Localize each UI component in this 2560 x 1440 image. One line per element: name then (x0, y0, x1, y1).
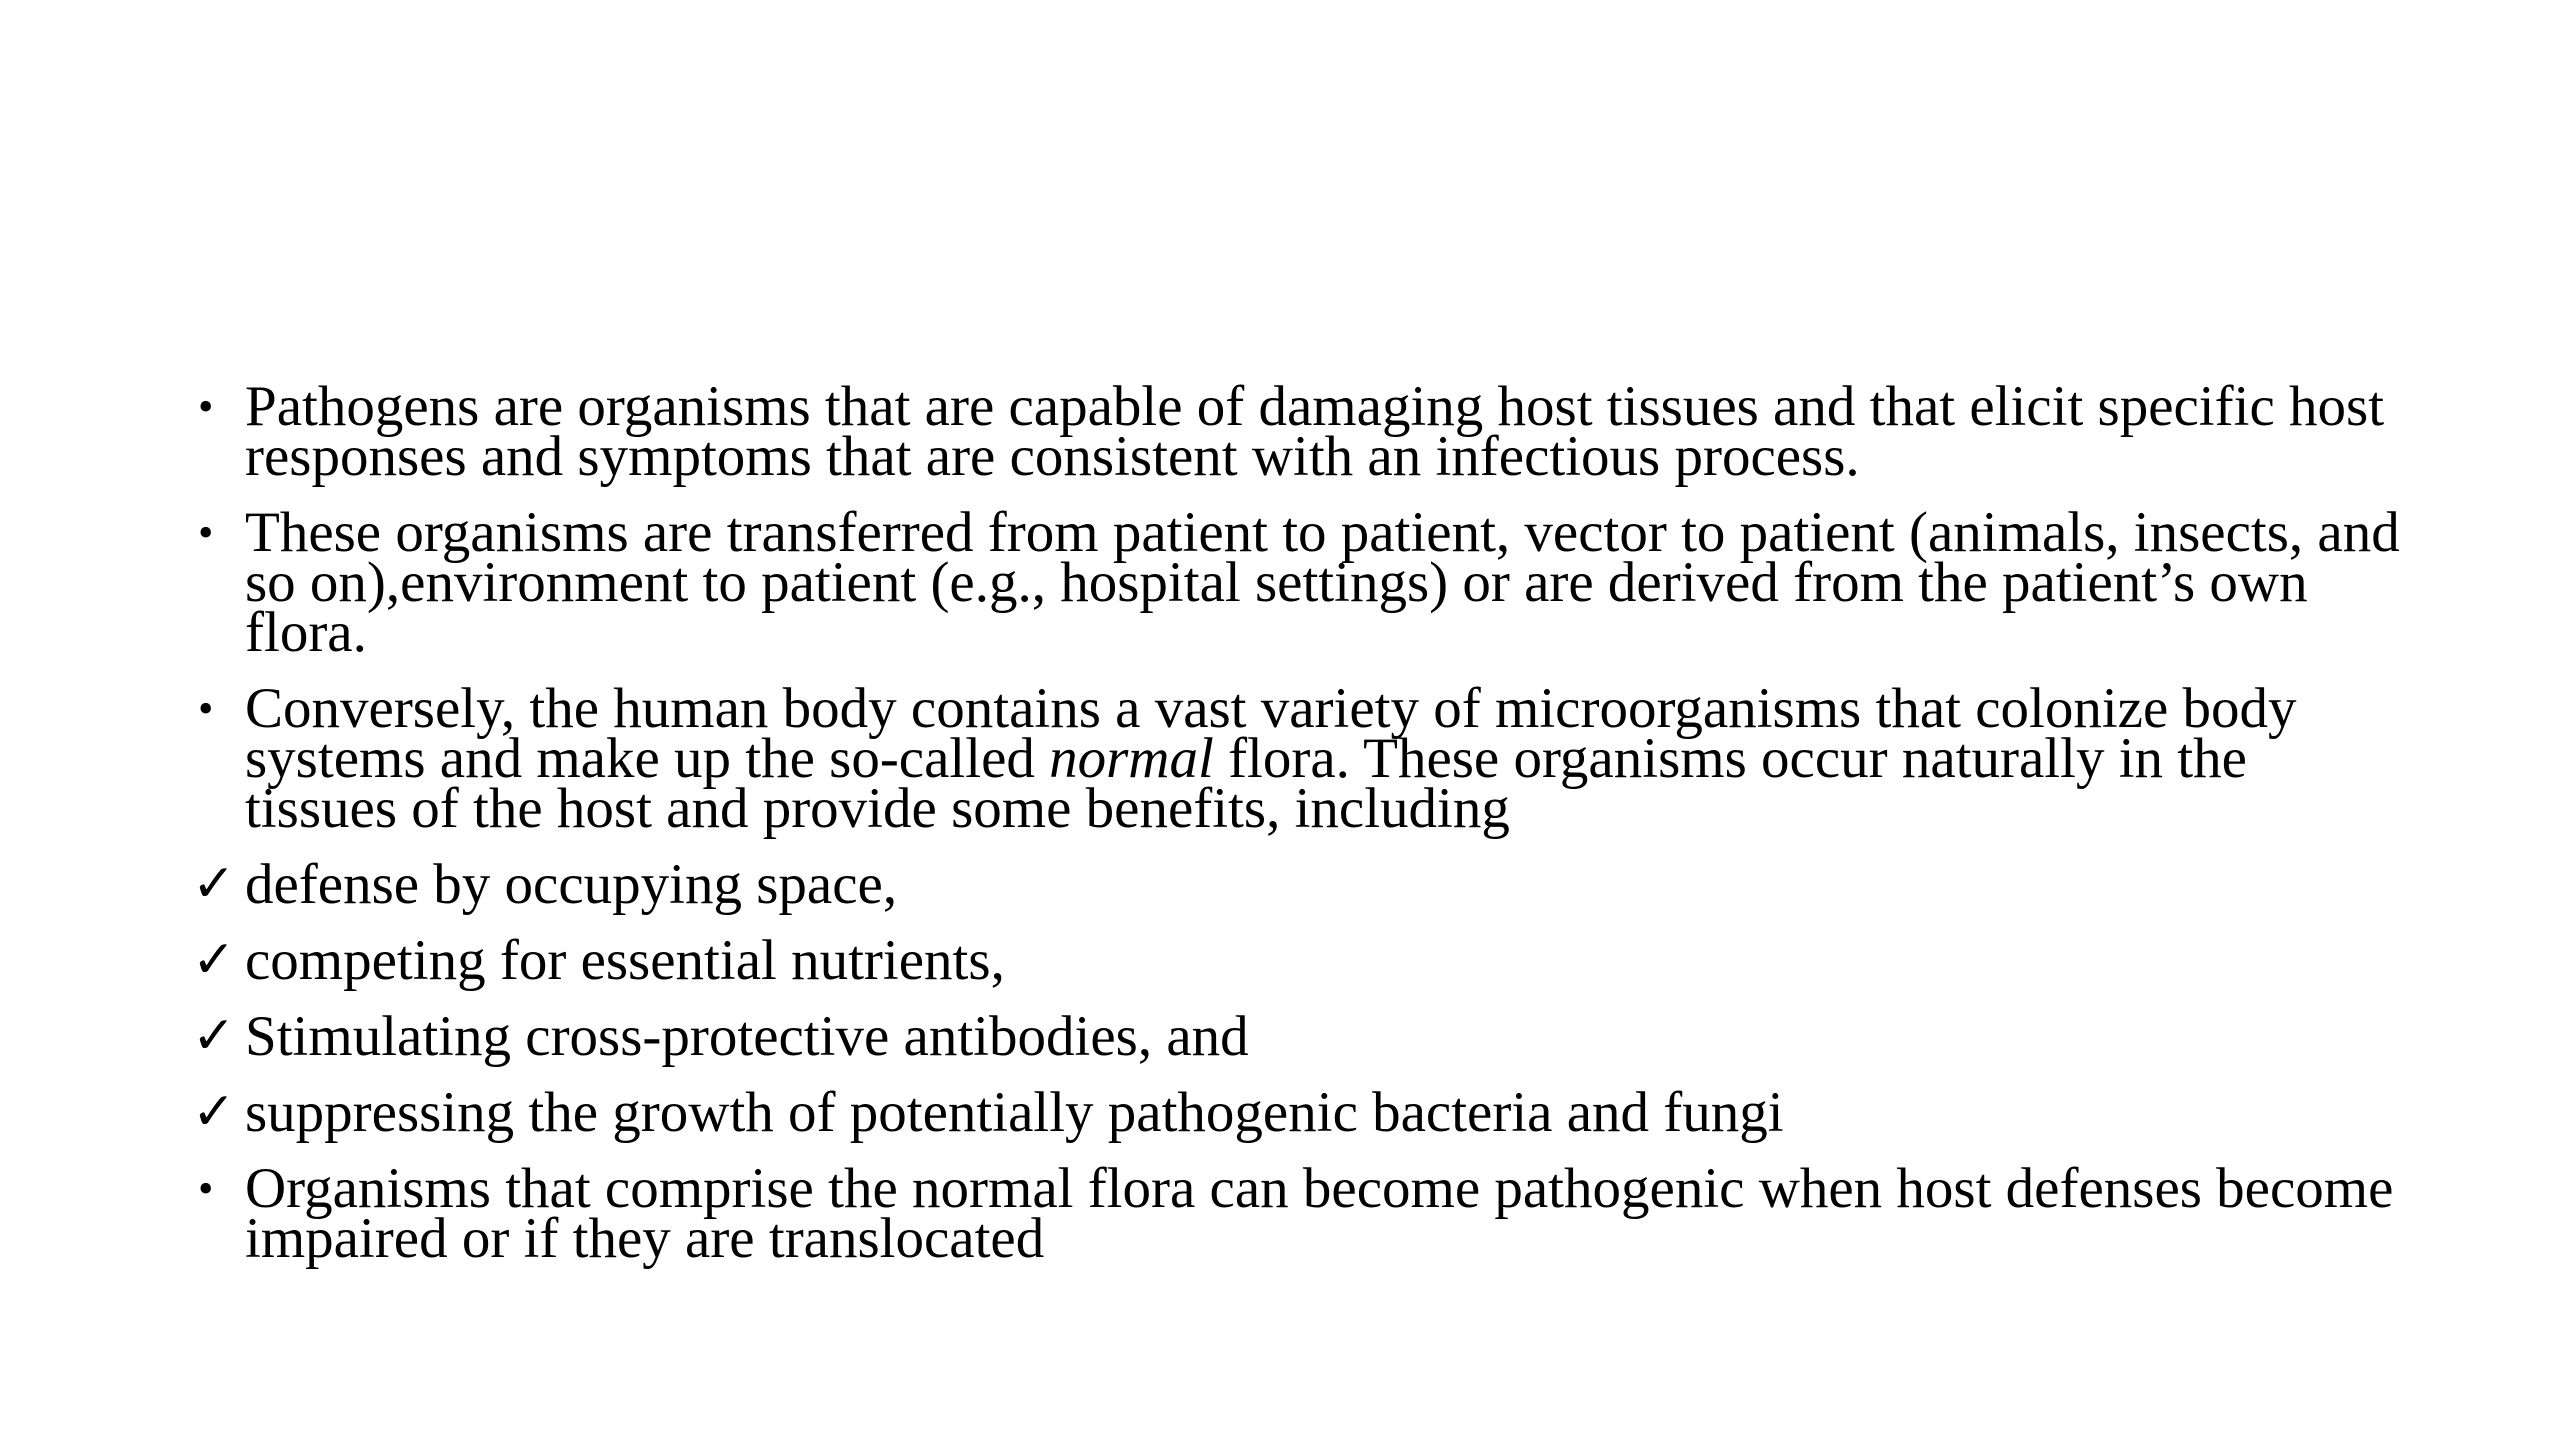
checklist-text: Stimulating cross-protective antibodies, and (245, 1005, 1249, 1068)
checklist-item (190, 929, 2410, 992)
checkmark-icon: ✓ (192, 1008, 236, 1065)
checklist-text: defense by occupying space, (245, 853, 898, 916)
checklist-item (190, 853, 2410, 916)
bullet-text: Organisms that comprise the normal flora can become pathogenic when host defenses become impaired or if they are translocated (245, 1157, 2394, 1270)
checkmark-icon: ✓ (192, 932, 236, 989)
bullet-icon: • (198, 1164, 214, 1213)
checklist-text: suppressing the growth of potentially pathogenic bacteria and fungi (245, 1081, 1784, 1144)
bullet-text: Pathogens are organisms that are capable of damaging host tissues and that elicit specific host responses and symptoms that are consistent with an infectious process. (245, 375, 2385, 488)
checklist-text: competing for essential nutrients, (245, 929, 1005, 992)
checklist-item (190, 1005, 2410, 1068)
bullet-text-part: Conversely, the human body contains a vast variety of microorganisms that colonize body systems and make up the so-called (245, 677, 2297, 790)
slide-body (190, 375, 2410, 1290)
bullet-item (190, 375, 2410, 488)
bullet-item (190, 501, 2410, 664)
bullet-item (190, 1157, 2410, 1270)
bullet-item (190, 677, 2410, 840)
bullet-text: These organisms are transferred from patient to patient, vector to patient (animals, insects, and so on),environment to patient (e.g., hospital settings) or are derived from the patient’s own flora. (245, 501, 2400, 664)
checklist-item (190, 1081, 2410, 1144)
bullet-text-part: flora. These organisms occur naturally in the tissues of the host and provide some benefits, including (245, 727, 2247, 840)
checkmark-icon: ✓ (192, 1084, 236, 1141)
bullet-text (245, 677, 2297, 840)
italic-term: normal (1049, 727, 1214, 790)
bullet-icon: • (198, 508, 214, 557)
checkmark-icon: ✓ (192, 856, 236, 913)
bullet-icon: • (198, 382, 214, 431)
bullet-icon: • (198, 684, 214, 733)
